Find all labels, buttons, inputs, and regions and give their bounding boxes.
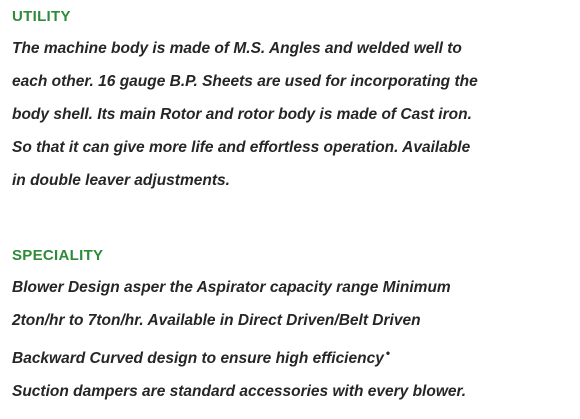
speciality-line: Suction dampers are standard accessories with every blower. [12, 383, 466, 401]
speciality-heading: SPECIALITY [12, 247, 104, 264]
utility-paragraph [12, 32, 568, 197]
utility-line: The machine body is made of M.S. Angles and welded well to [12, 40, 462, 57]
utility-line: So that it can give more life and effortless operation. Available [12, 139, 471, 156]
utility-section [12, 6, 568, 197]
speciality-paragraph [12, 271, 568, 408]
section-spacer [12, 197, 568, 245]
speciality-line: Blower Design asper the Aspirator capacity range Minimum [12, 279, 451, 296]
speciality-line: 2ton/hr to 7ton/hr. Available in Direct Driven/Belt Driven [12, 312, 421, 329]
utility-line: in double leaver adjustments. [12, 172, 230, 189]
utility-heading: UTILITY [12, 8, 71, 25]
bullet-dot-icon: • [385, 346, 391, 360]
speciality-section [12, 245, 568, 408]
speciality-line-text: Backward Curved design to ensure high efficiency [12, 350, 384, 368]
speciality-line [12, 337, 568, 375]
utility-line: each other. 16 gauge B.P. Sheets are used for incorporating the [12, 73, 478, 90]
utility-line: body shell. Its main Rotor and rotor body is made of Cast iron. [12, 106, 472, 123]
